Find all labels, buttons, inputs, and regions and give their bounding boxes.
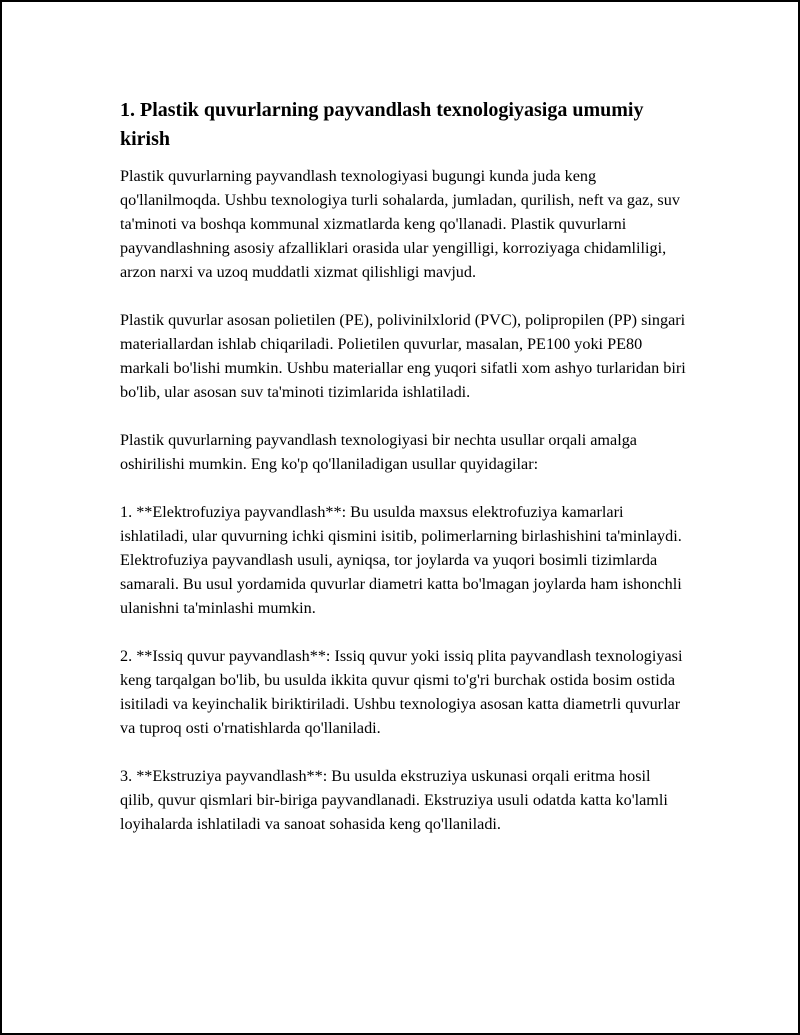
paragraph-methods-intro: Plastik quvurlarning payvandlash texnologiyasi bir nechta usullar orqali amalga oshirilishi mumkin. Eng ko'p qo'llaniladigan usullar quyidagilar: [120,431,637,473]
paragraph-intro: Plastik quvurlarning payvandlash texnologiyasi bugungi kunda juda keng qo'llanilmoqda. Ushbu texnologiya turli sohalarda, jumladan, qurilish, neft va gaz, suv ta'minoti va boshqa kommunal xizmatlarda keng qo'llanadi. Plastik quvurlarni payvandlashning asosiy afzalliklari orasida ular yengilligi, korroziyaga chidamliligi, arzon narxi va uzoq muddatli xizmat qilishligi mavjud. [120,167,680,281]
paragraph-hot-plate: 2. **Issiq quvur payvandlash**: Issiq quvur yoki issiq plita payvandlash texnologiyasi keng tarqalgan bo'lib, bu usulda ikkita quvur qismi to'g'ri burchak ostida bosim ostida isitiladi va keyinchalik biriktiriladi. Ushbu texnologiya asosan katta diametrli quvurlar va tuproq osti o'rnatishlarda qo'llaniladi. [120,647,683,737]
paragraph-electrofusion: 1. **Elektrofuziya payvandlash**: Bu usulda maxsus elektrofuziya kamarlari ishlatiladi, ular quvurning ichki qismini isitib, polimerlarning birlashishini ta'minlaydi. Elektrofuziya payvandlash usuli, ayniqsa, tor joylarda va yuqori bosimli tizimlarda samarali. Bu usul yordamida quvurlar diametri katta bo'lmagan joylarda ham ishonchli ulanishni ta'minlashi mumkin. [120,503,682,617]
section-heading: 1. Plastik quvurlarning payvandlash texnologiyasiga umumiy kirish [120,99,644,150]
paragraph-extrusion: 3. **Ekstruziya payvandlash**: Bu usulda ekstruziya uskunasi orqali eritma hosil qilib, quvur qismlari bir-biriga payvandlanadi. Ekstruziya usuli odatda katta ko'lamli loyihalarda ishlatiladi va sanoat sohasida keng qo'llaniladi. [120,767,668,833]
document-body [120,96,688,860]
paragraph-materials: Plastik quvurlar asosan polietilen (PE), polivinilxlorid (PVC), polipropilen (PP) singari materiallardan ishlab chiqariladi. Polietilen quvurlar, masalan, PE100 yoki PE80 markali bo'lishi mumkin. Ushbu materiallar eng yuqori sifatli xom ashyo turlaridan biri bo'lib, ular asosan suv ta'minoti tizimlarida ishlatiladi. [120,311,686,401]
